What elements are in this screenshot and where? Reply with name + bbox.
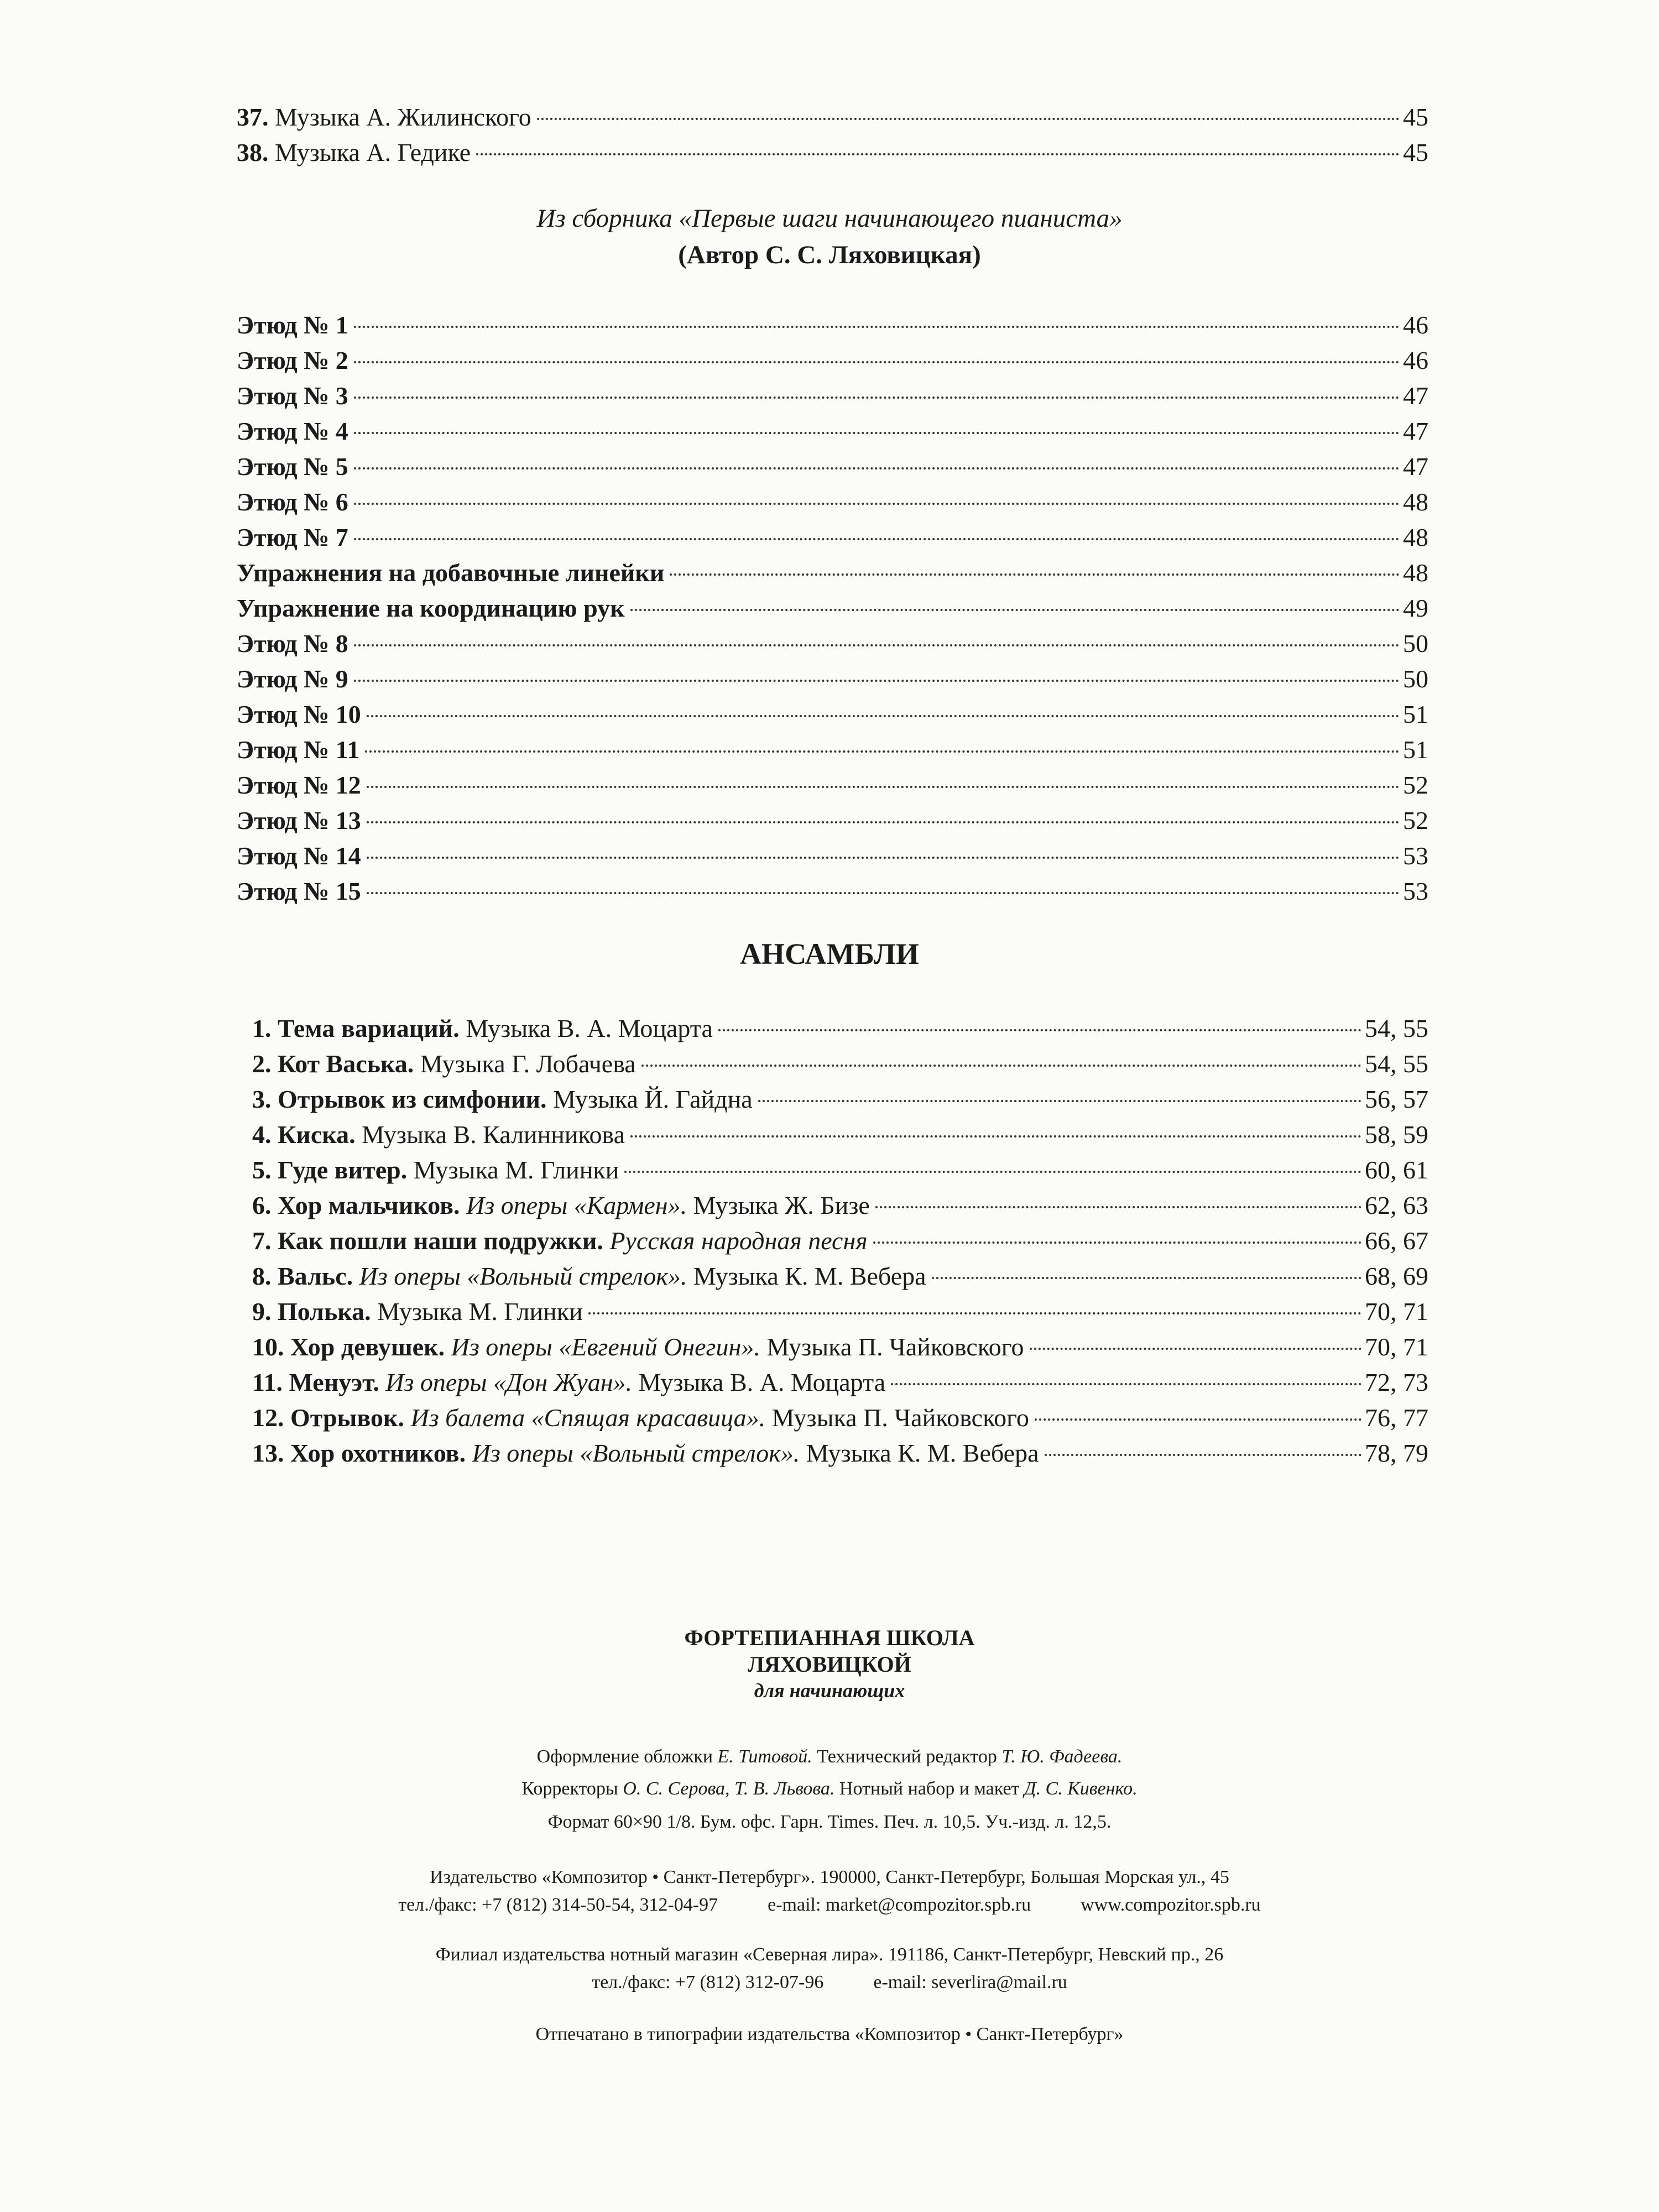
branch-email: e-mail: severlira@mail.ru bbox=[873, 1972, 1067, 1992]
entry-title: Гуде витер. bbox=[278, 1156, 408, 1184]
entry-label bbox=[252, 1294, 583, 1329]
entry-title: Как пошли наши подружки. bbox=[278, 1227, 603, 1255]
toc-entry bbox=[237, 449, 1428, 484]
entry-title: Этюд № 10 bbox=[237, 700, 361, 728]
entry-source: Из оперы «Дон Жуан». bbox=[385, 1368, 633, 1396]
toc-entry bbox=[237, 555, 1428, 591]
entry-composer: Музыка В. А. Моцарта bbox=[638, 1368, 886, 1396]
page-number: 56, 57 bbox=[1365, 1085, 1428, 1113]
entry-title: Этюд № 13 bbox=[237, 806, 361, 834]
publisher-address: Издательство «Композитор • Санкт-Петербург». 190000, Санкт-Петербург, Большая Морская ул., 45 bbox=[430, 1867, 1229, 1887]
toc-entry bbox=[252, 1011, 1428, 1046]
dot-leader bbox=[630, 609, 1400, 611]
entry-source: Из оперы «Вольный стрелок». bbox=[472, 1439, 800, 1467]
toc-entry bbox=[252, 1152, 1428, 1188]
entry-number: 11. bbox=[252, 1368, 283, 1396]
entry-composer: Музыка В. А. Моцарта bbox=[466, 1014, 713, 1042]
page-number: 54, 55 bbox=[1365, 1014, 1428, 1042]
toc-entry bbox=[237, 803, 1428, 838]
entry-number: 37. bbox=[237, 103, 269, 131]
entry-number: 1. bbox=[252, 1014, 272, 1042]
dot-leader bbox=[630, 1135, 1361, 1138]
entry-title: Этюд № 6 bbox=[237, 488, 348, 516]
dot-leader bbox=[365, 750, 1400, 753]
page-number: 51 bbox=[1403, 735, 1428, 764]
entry-title: Этюд № 7 bbox=[237, 523, 348, 551]
page-number: 70, 71 bbox=[1365, 1333, 1428, 1361]
dot-leader bbox=[354, 538, 1400, 540]
dot-leader bbox=[354, 361, 1400, 363]
page-number: 62, 63 bbox=[1365, 1191, 1428, 1219]
entry-title: Киска. bbox=[278, 1120, 356, 1149]
dot-leader bbox=[670, 573, 1400, 576]
dot-leader bbox=[367, 821, 1400, 823]
page-number: 68, 69 bbox=[1365, 1262, 1428, 1290]
page-number: 47 bbox=[1403, 417, 1428, 445]
entry-title: Упражнения на добавочные линейки bbox=[237, 559, 665, 587]
toc-entry bbox=[237, 307, 1428, 343]
page-number: 48 bbox=[1403, 559, 1428, 587]
section-heading: АНСАМБЛИ bbox=[740, 937, 919, 971]
toc-entry bbox=[237, 661, 1428, 697]
toc-entry bbox=[237, 135, 1428, 170]
page-number: 51 bbox=[1403, 700, 1428, 728]
toc-entry bbox=[237, 591, 1428, 626]
toc-entry bbox=[252, 1365, 1428, 1400]
entry-title: Этюд № 9 bbox=[237, 665, 348, 693]
entry-title: Этюд № 4 bbox=[237, 417, 348, 445]
entry-number: 12. bbox=[252, 1404, 284, 1432]
page-number: 47 bbox=[1403, 452, 1428, 481]
dot-leader bbox=[367, 857, 1400, 859]
toc-entry bbox=[237, 626, 1428, 661]
toc-entry bbox=[237, 838, 1428, 874]
dot-leader bbox=[1045, 1454, 1361, 1456]
entry-title: Этюд № 5 bbox=[237, 452, 348, 481]
page-number: 72, 73 bbox=[1365, 1368, 1428, 1396]
entry-label bbox=[252, 1223, 868, 1259]
toc-entry bbox=[237, 520, 1428, 555]
page-number: 78, 79 bbox=[1365, 1439, 1428, 1467]
dot-leader bbox=[367, 892, 1400, 894]
entry-number: 7. bbox=[252, 1227, 272, 1255]
entry-title: Этюд № 14 bbox=[237, 842, 361, 870]
toc-entry bbox=[237, 768, 1428, 803]
entry-number: 6. bbox=[252, 1191, 272, 1219]
publisher-website: www.compozitor.spb.ru bbox=[1081, 1895, 1261, 1915]
entry-label bbox=[252, 1259, 926, 1294]
credits-proof-typeset: Корректоры О. С. Серова, Т. В. Львова. Нотный набор и макет Д. С. Кивенко. bbox=[521, 1778, 1138, 1799]
entry-title: Хор девушек. bbox=[290, 1333, 445, 1361]
colophon-subtitle: для начинающих bbox=[754, 1679, 905, 1702]
colophon-title-line1: ФОРТЕПИАННАЯ ШКОЛА bbox=[684, 1625, 975, 1650]
dot-leader bbox=[718, 1029, 1361, 1031]
page-number: 45 bbox=[1403, 138, 1428, 166]
entry-composer: Музыка Ж. Бизе bbox=[693, 1191, 870, 1219]
dot-leader bbox=[354, 644, 1400, 646]
publisher-email: e-mail: market@compozitor.spb.ru bbox=[768, 1895, 1031, 1915]
entry-source: Из балета «Спящая красавица». bbox=[410, 1404, 766, 1432]
entry-title: Этюд № 11 bbox=[237, 735, 360, 764]
toc-entry bbox=[252, 1188, 1428, 1223]
entry-number: 9. bbox=[252, 1297, 272, 1326]
entry-title: Отрывок. bbox=[290, 1404, 404, 1432]
entry-composer: Музыка К. М. Вебера bbox=[693, 1262, 926, 1290]
page-number: 47 bbox=[1403, 382, 1428, 410]
page-number: 58, 59 bbox=[1365, 1120, 1428, 1149]
dot-leader bbox=[354, 432, 1400, 434]
dot-leader bbox=[1030, 1348, 1362, 1350]
toc-entry bbox=[252, 1223, 1428, 1259]
entry-title: Музыка А. Жилинского bbox=[275, 103, 531, 131]
format-line: Формат 60×90 1/8. Бум. офс. Гарн. Times. Печ. л. 10,5. Уч.-изд. л. 12,5. bbox=[547, 1812, 1112, 1832]
ensembles-list bbox=[252, 1011, 1428, 1471]
entry-title: Хор мальчиков. bbox=[278, 1191, 460, 1219]
entry-title: Хор охотников. bbox=[290, 1439, 466, 1467]
entry-number: 38. bbox=[237, 138, 269, 166]
toc-entry bbox=[237, 378, 1428, 414]
entry-title: Тема вариаций. bbox=[278, 1014, 460, 1042]
colophon-title-line2: ЛЯХОВИЦКОЙ bbox=[748, 1652, 911, 1677]
page-number: 53 bbox=[1403, 877, 1428, 905]
toc-entry bbox=[237, 874, 1428, 909]
entry-composer: Музыка П. Чайковского bbox=[771, 1404, 1029, 1432]
toc-entry bbox=[237, 100, 1428, 135]
entry-label bbox=[252, 1400, 1029, 1436]
credits-cover-tech: Оформление обложки Е. Титовой. Технический редактор Т. Ю. Фадеева. bbox=[536, 1746, 1123, 1767]
entry-title: Кот Васька. bbox=[278, 1050, 414, 1078]
entry-label bbox=[252, 1046, 636, 1082]
etudes-list bbox=[237, 307, 1428, 909]
entry-number: 8. bbox=[252, 1262, 272, 1290]
entry-source: Русская народная песня bbox=[609, 1227, 868, 1255]
entry-composer: Музыка М. Глинки bbox=[413, 1156, 619, 1184]
page-number: 52 bbox=[1403, 806, 1428, 834]
toc-entry bbox=[252, 1400, 1428, 1436]
dot-leader bbox=[537, 118, 1400, 120]
page-number: 60, 61 bbox=[1365, 1156, 1428, 1184]
toc-entry bbox=[237, 732, 1428, 768]
entry-number: 13. bbox=[252, 1439, 284, 1467]
entry-title: Отрывок из симфонии. bbox=[278, 1085, 547, 1113]
dot-leader bbox=[354, 397, 1400, 399]
dot-leader bbox=[476, 153, 1400, 155]
branch-contacts bbox=[0, 1972, 1659, 1993]
printed-by: Отпечатано в типографии издательства «Композитор • Санкт-Петербург» bbox=[535, 2024, 1124, 2044]
toc-entry bbox=[252, 1046, 1428, 1082]
entry-number: 2. bbox=[252, 1050, 272, 1078]
entry-source: Из оперы «Вольный стрелок». bbox=[359, 1262, 687, 1290]
toc-entry bbox=[237, 343, 1428, 378]
page-number: 46 bbox=[1403, 346, 1428, 374]
publisher-contacts bbox=[0, 1895, 1659, 1916]
dot-leader bbox=[873, 1241, 1361, 1244]
entry-composer: Музыка П. Чайковского bbox=[766, 1333, 1024, 1361]
entry-title: Упражнение на координацию рук bbox=[237, 594, 625, 622]
entry-title: Вальс. bbox=[278, 1262, 353, 1290]
entry-label bbox=[252, 1329, 1024, 1365]
dot-leader bbox=[588, 1312, 1361, 1314]
entry-label bbox=[252, 1117, 625, 1152]
entry-label bbox=[252, 1436, 1039, 1471]
entry-title: Этюд № 3 bbox=[237, 382, 348, 410]
dot-leader bbox=[624, 1171, 1361, 1173]
entry-label bbox=[252, 1152, 619, 1188]
dot-leader bbox=[891, 1383, 1361, 1385]
page-number: 46 bbox=[1403, 311, 1428, 339]
collection-title: Из сборника «Первые шаги начинающего пианиста» bbox=[536, 204, 1123, 233]
toc-entry bbox=[252, 1082, 1428, 1117]
dot-leader bbox=[354, 680, 1400, 682]
entry-source: Из оперы «Кармен». bbox=[466, 1191, 687, 1219]
entry-title: Музыка А. Гедике bbox=[275, 138, 471, 166]
entry-title: Этюд № 1 bbox=[237, 311, 348, 339]
entry-label bbox=[252, 1082, 753, 1117]
entry-title: Этюд № 12 bbox=[237, 771, 361, 799]
entry-number: 4. bbox=[252, 1120, 272, 1149]
collection-author: (Автор С. С. Ляховицкая) bbox=[678, 241, 981, 269]
entry-number: 10. bbox=[252, 1333, 284, 1361]
entry-number: 3. bbox=[252, 1085, 272, 1113]
entry-title: Этюд № 8 bbox=[237, 629, 348, 658]
entry-composer: Музыка К. М. Вебера bbox=[806, 1439, 1039, 1467]
entry-title: Полька. bbox=[278, 1297, 371, 1326]
entry-number: 5. bbox=[252, 1156, 272, 1184]
entry-label bbox=[252, 1011, 713, 1046]
branch-address: Филиал издательства нотный магазин «Северная лира». 191186, Санкт-Петербург, Невский пр., 26 bbox=[435, 1944, 1224, 1965]
page-number: 66, 67 bbox=[1365, 1227, 1428, 1255]
dot-leader bbox=[875, 1206, 1361, 1208]
dot-leader bbox=[354, 326, 1400, 328]
page-number: 50 bbox=[1403, 665, 1428, 693]
dot-leader bbox=[758, 1100, 1361, 1102]
dot-leader bbox=[367, 715, 1400, 717]
page-number: 50 bbox=[1403, 629, 1428, 658]
page-number: 54, 55 bbox=[1365, 1050, 1428, 1078]
entry-source: Из оперы «Евгений Онегин». bbox=[451, 1333, 760, 1361]
page-number: 48 bbox=[1403, 488, 1428, 516]
toc-continued-list bbox=[237, 100, 1428, 170]
page-number: 70, 71 bbox=[1365, 1297, 1428, 1326]
page-number: 53 bbox=[1403, 842, 1428, 870]
entry-composer: Музыка В. Калинникова bbox=[362, 1120, 625, 1149]
toc-entry bbox=[252, 1329, 1428, 1365]
page-number: 48 bbox=[1403, 523, 1428, 551]
entry-label bbox=[252, 1188, 870, 1223]
entry-composer: Музыка М. Глинки bbox=[377, 1297, 583, 1326]
branch-phone: тел./факс: +7 (812) 312-07-96 bbox=[592, 1972, 824, 1992]
toc-entry bbox=[252, 1117, 1428, 1152]
entry-label bbox=[252, 1365, 885, 1400]
dot-leader bbox=[367, 786, 1400, 788]
page-number: 45 bbox=[1403, 103, 1428, 131]
dot-leader bbox=[932, 1277, 1361, 1279]
toc-entry bbox=[252, 1294, 1428, 1329]
publisher-phone: тел./факс: +7 (812) 314-50-54, 312-04-97 bbox=[398, 1895, 718, 1915]
page-number: 52 bbox=[1403, 771, 1428, 799]
page-number: 76, 77 bbox=[1365, 1404, 1428, 1432]
entry-composer: Музыка Й. Гайдна bbox=[553, 1085, 753, 1113]
toc-entry bbox=[252, 1436, 1428, 1471]
toc-entry bbox=[237, 414, 1428, 449]
dot-leader bbox=[1035, 1418, 1361, 1421]
dot-leader bbox=[354, 503, 1400, 505]
toc-entry bbox=[237, 484, 1428, 520]
toc-entry bbox=[237, 697, 1428, 732]
page-number: 49 bbox=[1403, 594, 1428, 622]
entry-title: Этюд № 2 bbox=[237, 346, 348, 374]
toc-entry bbox=[252, 1259, 1428, 1294]
entry-title: Менуэт. bbox=[289, 1368, 379, 1396]
entry-composer: Музыка Г. Лобачева bbox=[420, 1050, 636, 1078]
dot-leader bbox=[641, 1065, 1361, 1067]
dot-leader bbox=[354, 467, 1400, 469]
entry-title: Этюд № 15 bbox=[237, 877, 361, 905]
